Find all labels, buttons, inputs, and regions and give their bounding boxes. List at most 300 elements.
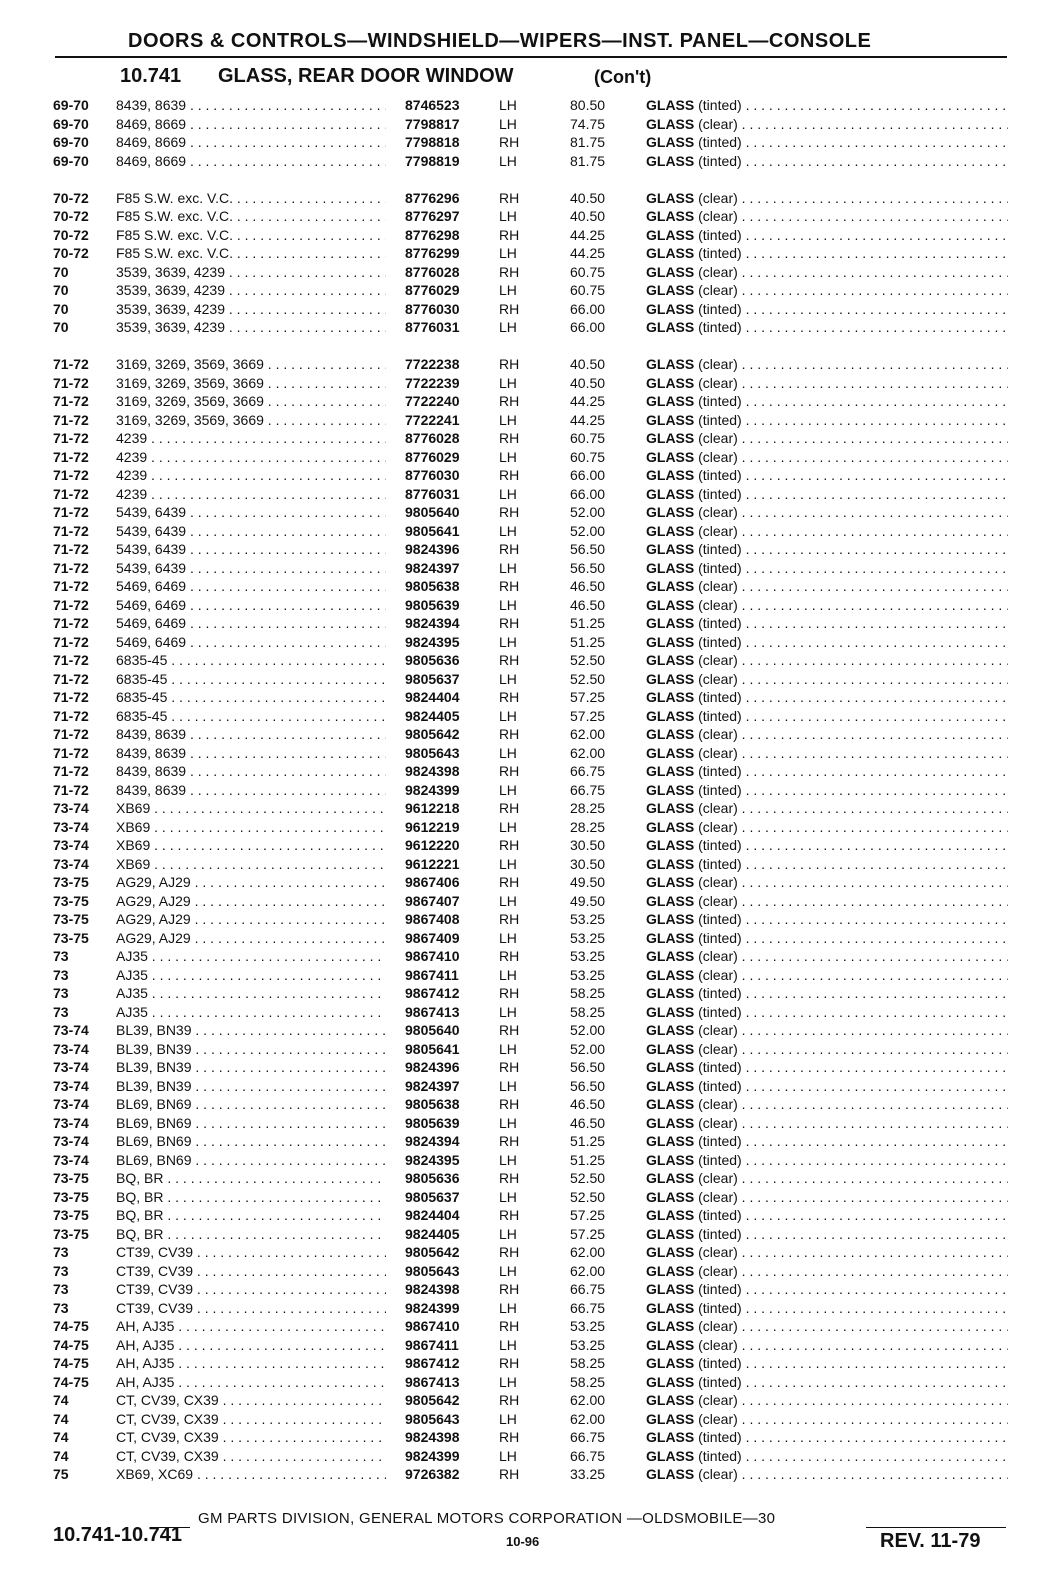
list-item xyxy=(0,281,1063,300)
row-part-number: 9867413 xyxy=(405,1003,460,1020)
row-price: 58.25 xyxy=(570,985,606,1001)
row-part-number: 9867412 xyxy=(405,985,460,1001)
row-side: LH xyxy=(499,818,517,835)
row-description xyxy=(646,503,1008,522)
row-year: 70-72 xyxy=(53,245,89,261)
row-description xyxy=(646,1336,1008,1355)
row-description-note: (clear) xyxy=(698,892,738,909)
row-description xyxy=(646,670,1008,689)
row-side: RH xyxy=(499,226,520,243)
row-year: 74-75 xyxy=(53,1318,89,1334)
footer-section-range: 10.741-10.741 xyxy=(53,1524,183,1546)
row-description-name: GLASS xyxy=(646,874,695,890)
row-part-number: 9824399 xyxy=(405,781,460,798)
row-model: 8469, 8669 . . . xyxy=(116,133,386,152)
row-model: F85 S.W. exc. V.C. . . . xyxy=(116,226,386,245)
row-part-number: 9805641 xyxy=(405,1040,460,1057)
row-description xyxy=(646,485,1008,504)
row-side: LH xyxy=(499,744,517,761)
row-description-name: GLASS xyxy=(646,152,695,169)
row-year: 73-74 xyxy=(53,1077,89,1094)
list-item xyxy=(0,1262,1063,1281)
row-part-number: 8776031 xyxy=(405,485,460,502)
row-model: 5439, 6439 . . . xyxy=(116,559,386,578)
row-year: 69-70 xyxy=(53,152,89,169)
row-price: 56.50 xyxy=(570,559,606,576)
row-part-number: 9867410 xyxy=(405,948,460,964)
row-description-name: GLASS xyxy=(646,1281,695,1297)
row-part-number: 9612218 xyxy=(405,800,460,816)
row-description-name: GLASS xyxy=(646,726,695,742)
row-description xyxy=(646,207,1008,226)
footer-page-number: 10-96 xyxy=(506,1534,540,1549)
row-year: 69-70 xyxy=(53,115,89,132)
row-year: 73-74 xyxy=(53,800,89,816)
row-year: 71-72 xyxy=(53,596,89,613)
row-year: 73-74 xyxy=(53,1114,89,1131)
row-description-note: (tinted) xyxy=(698,467,742,483)
list-item xyxy=(0,577,1063,596)
header-rule xyxy=(55,56,1007,58)
row-description-note: (clear) xyxy=(698,430,738,446)
row-description-name: GLASS xyxy=(646,282,695,298)
row-price: 53.25 xyxy=(570,1318,606,1334)
row-description-note: (clear) xyxy=(698,504,738,520)
row-description xyxy=(646,1465,1008,1484)
list-item xyxy=(0,1465,1063,1484)
row-side: LH xyxy=(499,1225,517,1242)
row-description-note: (tinted) xyxy=(698,559,742,576)
row-description xyxy=(646,725,1008,744)
row-side: RH xyxy=(499,541,520,557)
row-year: 73-75 xyxy=(53,1188,89,1205)
row-price: 51.25 xyxy=(570,1133,606,1149)
row-part-number: 9867411 xyxy=(405,1336,459,1353)
row-description xyxy=(646,873,1008,892)
row-price: 51.25 xyxy=(570,633,606,650)
row-price: 30.50 xyxy=(570,855,606,872)
list-item xyxy=(0,226,1063,245)
row-side: RH xyxy=(499,1318,520,1334)
row-price: 66.00 xyxy=(570,319,606,335)
row-part-number: 7798817 xyxy=(405,115,460,132)
row-model: 5469, 6469 . . . xyxy=(116,614,386,633)
row-part-number: 9805643 xyxy=(405,744,460,761)
row-description-note: (tinted) xyxy=(698,300,742,317)
row-description xyxy=(646,855,1008,874)
row-year: 73-75 xyxy=(53,929,89,946)
row-description-name: GLASS xyxy=(646,1355,695,1371)
row-part-number: 9726382 xyxy=(405,1466,460,1482)
row-side: LH xyxy=(499,152,517,169)
row-model: BL69, BN69 . . . xyxy=(116,1151,386,1170)
row-side: LH xyxy=(499,966,517,983)
row-description-name: GLASS xyxy=(646,1077,695,1094)
row-description-note: (tinted) xyxy=(698,929,742,946)
row-description-name: GLASS xyxy=(646,1003,695,1020)
row-part-number: 9805643 xyxy=(405,1410,460,1427)
row-side: LH xyxy=(499,282,517,298)
list-item xyxy=(0,1447,1063,1466)
row-description-note: (clear) xyxy=(698,874,738,890)
row-side: RH xyxy=(499,1392,520,1408)
row-year: 73 xyxy=(53,1003,69,1020)
row-description xyxy=(646,1280,1008,1299)
row-description-name: GLASS xyxy=(646,966,695,983)
row-description-name: GLASS xyxy=(646,948,695,964)
row-description xyxy=(646,152,1008,171)
list-item xyxy=(0,96,1063,115)
row-year: 69-70 xyxy=(53,134,89,150)
row-description xyxy=(646,1262,1008,1281)
row-description-note: (tinted) xyxy=(698,1151,742,1168)
list-item xyxy=(0,1021,1063,1040)
row-description-note: (tinted) xyxy=(698,1373,742,1390)
row-description-name: GLASS xyxy=(646,1447,695,1464)
row-model: BQ, BR . . . xyxy=(116,1188,386,1207)
row-price: 66.00 xyxy=(570,300,606,317)
row-price: 52.50 xyxy=(570,1188,606,1205)
row-description xyxy=(646,818,1008,837)
row-price: 40.50 xyxy=(570,374,606,391)
row-description xyxy=(646,836,1008,855)
row-price: 53.25 xyxy=(570,966,606,983)
row-description-note: (clear) xyxy=(698,356,738,372)
list-item xyxy=(0,725,1063,744)
row-side: RH xyxy=(499,504,520,520)
list-item xyxy=(0,855,1063,874)
list-item xyxy=(0,1410,1063,1429)
row-description-name: GLASS xyxy=(646,892,695,909)
list-item xyxy=(0,614,1063,633)
row-price: 57.25 xyxy=(570,1225,606,1242)
row-part-number: 9824396 xyxy=(405,1059,460,1075)
list-item xyxy=(0,1317,1063,1336)
row-side: LH xyxy=(499,1447,517,1464)
row-description-name: GLASS xyxy=(646,485,695,502)
row-year: 73 xyxy=(53,1262,69,1279)
section-title: GLASS, REAR DOOR WINDOW xyxy=(218,65,514,87)
list-item xyxy=(0,744,1063,763)
row-description-note: (tinted) xyxy=(698,1225,742,1242)
row-part-number: 8776031 xyxy=(405,319,460,335)
row-description-note: (clear) xyxy=(698,1188,738,1205)
row-description xyxy=(646,966,1008,985)
row-description xyxy=(646,707,1008,726)
row-model: 3169, 3269, 3569, 3669 . . . xyxy=(116,411,386,430)
row-description-note: (tinted) xyxy=(698,485,742,502)
row-year: 73-74 xyxy=(53,1133,89,1149)
row-price: 57.25 xyxy=(570,1207,606,1223)
row-model: 5439, 6439 . . . xyxy=(116,522,386,541)
row-year: 71-72 xyxy=(53,522,89,539)
row-description-name: GLASS xyxy=(646,707,695,724)
row-year: 73 xyxy=(53,966,69,983)
row-part-number: 7798818 xyxy=(405,134,460,150)
row-price: 62.00 xyxy=(570,1392,606,1408)
row-price: 44.25 xyxy=(570,393,606,409)
row-model: 3169, 3269, 3569, 3669 . . . xyxy=(116,355,386,374)
row-model: F85 S.W. exc. V.C. . . . xyxy=(116,189,386,208)
row-part-number: 9805640 xyxy=(405,504,460,520)
row-description-note: (tinted) xyxy=(698,707,742,724)
row-description xyxy=(646,984,1008,1003)
row-part-number: 9824397 xyxy=(405,1077,460,1094)
list-item xyxy=(0,374,1063,393)
row-model: 8439, 8639 . . . xyxy=(116,762,386,781)
row-description-name: GLASS xyxy=(646,837,695,853)
list-item xyxy=(0,1354,1063,1373)
row-price: 66.75 xyxy=(570,1429,606,1445)
row-side: RH xyxy=(499,726,520,742)
row-description-name: GLASS xyxy=(646,596,695,613)
row-description-note: (clear) xyxy=(698,1318,738,1334)
row-year: 71-72 xyxy=(53,467,89,483)
row-part-number: 9867409 xyxy=(405,929,460,946)
row-description-name: GLASS xyxy=(646,615,695,631)
row-description-name: GLASS xyxy=(646,1318,695,1334)
row-side: LH xyxy=(499,1336,517,1353)
row-year: 73-74 xyxy=(53,1040,89,1057)
row-description-name: GLASS xyxy=(646,1170,695,1186)
row-price: 52.00 xyxy=(570,504,606,520)
row-side: LH xyxy=(499,1114,517,1131)
row-description-note: (clear) xyxy=(698,1392,738,1408)
row-description xyxy=(646,1188,1008,1207)
row-description xyxy=(646,1169,1008,1188)
list-item xyxy=(0,318,1063,337)
row-part-number: 7722239 xyxy=(405,374,460,391)
row-description xyxy=(646,318,1008,337)
list-item xyxy=(0,300,1063,319)
list-item xyxy=(0,781,1063,800)
row-description-note: (clear) xyxy=(698,1170,738,1186)
list-item xyxy=(0,966,1063,985)
row-price: 56.50 xyxy=(570,1077,606,1094)
row-part-number: 8776299 xyxy=(405,245,460,261)
row-description xyxy=(646,1040,1008,1059)
row-model: XB69 . . . xyxy=(116,836,386,855)
row-description-name: GLASS xyxy=(646,1336,695,1353)
row-model: AH, AJ35 . . . xyxy=(116,1354,386,1373)
row-part-number: 9805640 xyxy=(405,1022,460,1038)
row-year: 71-72 xyxy=(53,411,89,428)
row-price: 81.75 xyxy=(570,134,606,150)
row-year: 71-72 xyxy=(53,615,89,631)
row-model: XB69 . . . xyxy=(116,855,386,874)
row-part-number: 9824395 xyxy=(405,1151,460,1168)
row-model: BQ, BR . . . xyxy=(116,1206,386,1225)
row-year: 73 xyxy=(53,1299,69,1316)
row-year: 71-72 xyxy=(53,689,89,705)
row-description xyxy=(646,466,1008,485)
row-description xyxy=(646,1021,1008,1040)
row-description-note: (clear) xyxy=(698,670,738,687)
list-item xyxy=(0,1391,1063,1410)
row-model: F85 S.W. exc. V.C. . . . xyxy=(116,244,386,263)
row-description xyxy=(646,300,1008,319)
row-part-number: 9824396 xyxy=(405,541,460,557)
row-model: 8439, 8639 . . . xyxy=(116,725,386,744)
row-description-note: (clear) xyxy=(698,1244,738,1260)
row-side: RH xyxy=(499,874,520,890)
row-description-name: GLASS xyxy=(646,134,695,150)
row-side: RH xyxy=(499,800,520,816)
row-description xyxy=(646,355,1008,374)
row-description-name: GLASS xyxy=(646,411,695,428)
row-part-number: 9867413 xyxy=(405,1373,460,1390)
row-year: 75 xyxy=(53,1466,69,1482)
row-year: 73-75 xyxy=(53,892,89,909)
list-item xyxy=(0,485,1063,504)
row-year: 71-72 xyxy=(53,670,89,687)
row-model: AJ35 . . . xyxy=(116,984,386,1003)
row-description xyxy=(646,429,1008,448)
row-description-note: (clear) xyxy=(698,578,738,594)
list-item xyxy=(0,1058,1063,1077)
row-description xyxy=(646,781,1008,800)
row-description-note: (tinted) xyxy=(698,1059,742,1075)
row-description xyxy=(646,1391,1008,1410)
row-description-note: (tinted) xyxy=(698,1207,742,1223)
row-part-number: 9867411 xyxy=(405,966,459,983)
row-side: LH xyxy=(499,1262,517,1279)
row-description-name: GLASS xyxy=(646,97,695,113)
row-part-number: 9824398 xyxy=(405,1281,460,1297)
row-description-name: GLASS xyxy=(646,1373,695,1390)
row-side: LH xyxy=(499,411,517,428)
list-item xyxy=(0,818,1063,837)
list-item xyxy=(0,189,1063,208)
row-model: AJ35 . . . xyxy=(116,947,386,966)
row-description xyxy=(646,1428,1008,1447)
row-year: 73 xyxy=(53,985,69,1001)
row-description-note: (clear) xyxy=(698,1096,738,1112)
footer-rule-right xyxy=(866,1527,1006,1528)
row-description-name: GLASS xyxy=(646,1262,695,1279)
row-description xyxy=(646,910,1008,929)
row-description-name: GLASS xyxy=(646,541,695,557)
row-description xyxy=(646,892,1008,911)
row-description-name: GLASS xyxy=(646,763,695,779)
row-description xyxy=(646,1410,1008,1429)
row-part-number: 7798819 xyxy=(405,152,460,169)
row-description-note: (tinted) xyxy=(698,911,742,927)
row-description xyxy=(646,947,1008,966)
row-description xyxy=(646,411,1008,430)
row-description-note: (tinted) xyxy=(698,781,742,798)
row-description-note: (clear) xyxy=(698,522,738,539)
row-year: 74 xyxy=(53,1410,69,1427)
row-description-note: (clear) xyxy=(698,652,738,668)
list-item xyxy=(0,799,1063,818)
row-part-number: 9805637 xyxy=(405,670,460,687)
row-description xyxy=(646,1354,1008,1373)
row-side: RH xyxy=(499,1281,520,1297)
row-side: RH xyxy=(499,911,520,927)
row-description xyxy=(646,1447,1008,1466)
row-year: 71-72 xyxy=(53,559,89,576)
row-description-note: (clear) xyxy=(698,596,738,613)
row-part-number: 9824405 xyxy=(405,707,460,724)
row-year: 71-72 xyxy=(53,763,89,779)
row-model: AJ35 . . . xyxy=(116,1003,386,1022)
list-item xyxy=(0,1040,1063,1059)
row-gap xyxy=(0,337,1063,356)
row-description-name: GLASS xyxy=(646,1188,695,1205)
row-model: 5439, 6439 . . . xyxy=(116,540,386,559)
list-item xyxy=(0,1373,1063,1392)
list-item xyxy=(0,1225,1063,1244)
row-description-name: GLASS xyxy=(646,263,695,280)
row-model: 4239 . . . xyxy=(116,485,386,504)
row-description-name: GLASS xyxy=(646,226,695,243)
row-price: 62.00 xyxy=(570,1262,606,1279)
row-model: CT, CV39, CX39 . . . xyxy=(116,1447,386,1466)
row-year: 74-75 xyxy=(53,1355,89,1371)
row-side: LH xyxy=(499,633,517,650)
row-side: RH xyxy=(499,1133,520,1149)
row-model: 6835-45 . . . xyxy=(116,670,386,689)
row-part-number: 8776028 xyxy=(405,430,460,446)
row-price: 46.50 xyxy=(570,596,606,613)
row-description-name: GLASS xyxy=(646,1410,695,1427)
row-price: 58.25 xyxy=(570,1373,606,1390)
row-model: XB69, XC69 . . . xyxy=(116,1465,386,1484)
row-description-name: GLASS xyxy=(646,1096,695,1112)
row-price: 52.50 xyxy=(570,652,606,668)
row-side: LH xyxy=(499,781,517,798)
section-number: 10.741 xyxy=(120,65,182,87)
list-item xyxy=(0,207,1063,226)
row-description-name: GLASS xyxy=(646,1133,695,1149)
list-item xyxy=(0,411,1063,430)
row-description xyxy=(646,1003,1008,1022)
row-description-name: GLASS xyxy=(646,1244,695,1260)
row-side: LH xyxy=(499,485,517,502)
row-model: 3539, 3639, 4239 . . . xyxy=(116,281,386,300)
row-description-note: (clear) xyxy=(698,1336,738,1353)
row-year: 71-72 xyxy=(53,633,89,650)
row-price: 30.50 xyxy=(570,837,606,853)
row-description xyxy=(646,651,1008,670)
row-description-name: GLASS xyxy=(646,356,695,372)
row-side: LH xyxy=(499,1003,517,1020)
row-side: RH xyxy=(499,1207,520,1223)
row-year: 74 xyxy=(53,1447,69,1464)
row-description xyxy=(646,374,1008,393)
row-part-number: 9805642 xyxy=(405,1392,460,1408)
row-year: 70-72 xyxy=(53,189,89,206)
row-description xyxy=(646,96,1008,115)
list-item xyxy=(0,1151,1063,1170)
row-price: 53.25 xyxy=(570,948,606,964)
row-year: 73-74 xyxy=(53,1059,89,1075)
row-part-number: 8776298 xyxy=(405,226,460,243)
row-description-note: (tinted) xyxy=(698,226,742,243)
row-side: RH xyxy=(499,615,520,631)
row-description xyxy=(646,744,1008,763)
row-description-name: GLASS xyxy=(646,504,695,520)
row-description-name: GLASS xyxy=(646,1207,695,1223)
row-description-name: GLASS xyxy=(646,393,695,409)
row-part-number: 9824398 xyxy=(405,1429,460,1445)
row-year: 71-72 xyxy=(53,448,89,465)
row-description-name: GLASS xyxy=(646,670,695,687)
row-description-name: GLASS xyxy=(646,1059,695,1075)
row-description-name: GLASS xyxy=(646,985,695,1001)
list-item xyxy=(0,1336,1063,1355)
